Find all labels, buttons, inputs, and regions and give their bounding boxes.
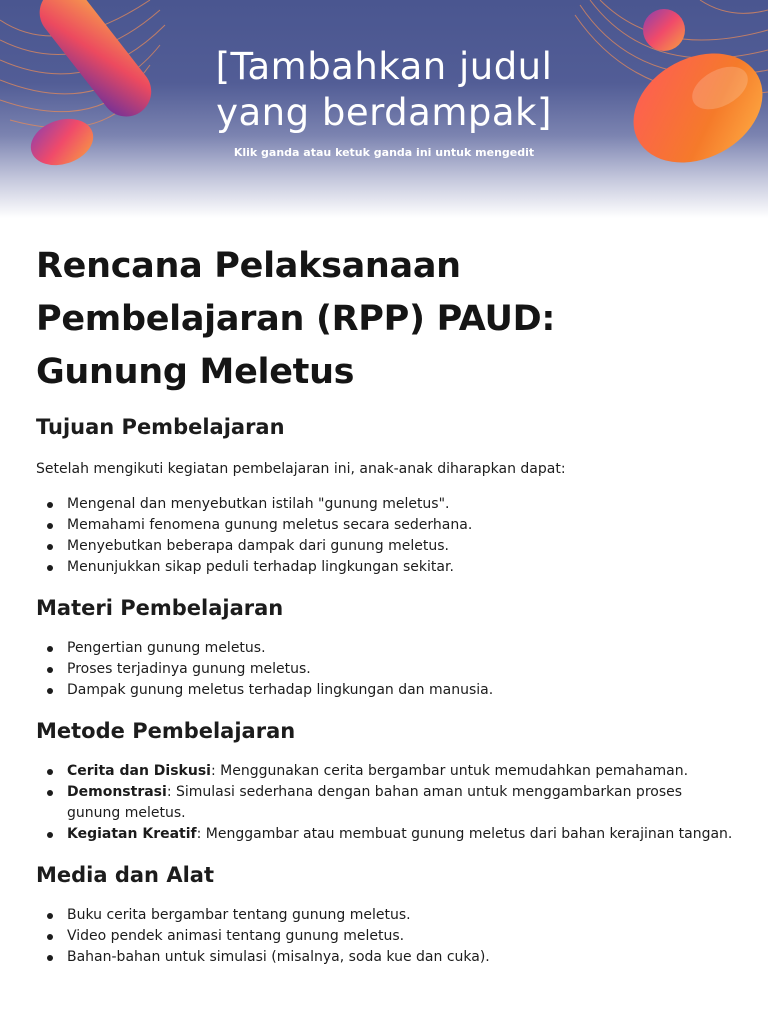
list-item: Mengenal dan menyebutkan istilah "gunung meletus".: [36, 494, 736, 515]
header-banner[interactable]: [0, 0, 768, 218]
list-item: Menunjukkan sikap peduli terhadap lingkungan sekitar.: [36, 557, 736, 578]
document-body: [36, 240, 736, 968]
list-item: [36, 761, 736, 782]
document-title-line: Pembelajaran (RPP) PAUD:: [36, 299, 556, 339]
banner-title-line: yang berdampak]: [216, 91, 552, 134]
list-item-desc: : Menggunakan cerita bergambar untuk memudahkan pemahaman.: [210, 763, 689, 779]
document-title: [36, 240, 736, 399]
section-heading-metode: Metode Pembelajaran: [36, 719, 296, 743]
section-intro: Setelah mengikuti kegiatan pembelajaran ini, anak-anak diharapkan dapat:: [36, 461, 566, 477]
section-heading-materi: Materi Pembelajaran: [36, 596, 284, 620]
banner-edit-hint: Klik ganda atau ketuk ganda ini untuk mengedit: [233, 146, 535, 159]
section-heading-tujuan: Tujuan Pembelajaran: [36, 415, 285, 439]
list-item: Video pendek animasi tentang gunung meletus.: [36, 926, 736, 947]
list-item: Memahami fenomena gunung meletus secara sederhana.: [36, 515, 736, 536]
list-item-desc: : Simulasi sederhana dengan bahan aman untuk menggambarkan proses gunung meletus.: [67, 784, 683, 821]
list-item: Menyebutkan beberapa dampak dari gunung meletus.: [36, 536, 736, 557]
bullet-list-media: [36, 905, 736, 968]
list-item: [36, 782, 736, 824]
list-item-term: Kegiatan Kreatif: [67, 826, 197, 842]
list-item: Bahan-bahan untuk simulasi (misalnya, soda kue dan cuka).: [36, 947, 736, 968]
list-item: Pengertian gunung meletus.: [36, 638, 736, 659]
list-item: Proses terjadinya gunung meletus.: [36, 659, 736, 680]
document-title-line: Gunung Meletus: [36, 352, 355, 392]
section-heading-media: Media dan Alat: [36, 863, 214, 887]
document-title-line: Rencana Pelaksanaan: [36, 246, 461, 286]
banner-title[interactable]: [0, 44, 768, 136]
list-item-term: Demonstrasi: [67, 784, 167, 800]
bullet-list-materi: [36, 638, 736, 701]
list-item-desc: : Menggambar atau membuat gunung meletus dari bahan kerajinan tangan.: [196, 826, 733, 842]
banner-title-line: [Tambahkan judul: [215, 45, 553, 88]
bullet-list-metode: [36, 761, 736, 845]
list-item: Dampak gunung meletus terhadap lingkungan dan manusia.: [36, 680, 736, 701]
bullet-list-tujuan: [36, 494, 736, 578]
list-item-term: Cerita dan Diskusi: [67, 763, 211, 779]
list-item: Buku cerita bergambar tentang gunung meletus.: [36, 905, 736, 926]
list-item: [36, 824, 736, 845]
